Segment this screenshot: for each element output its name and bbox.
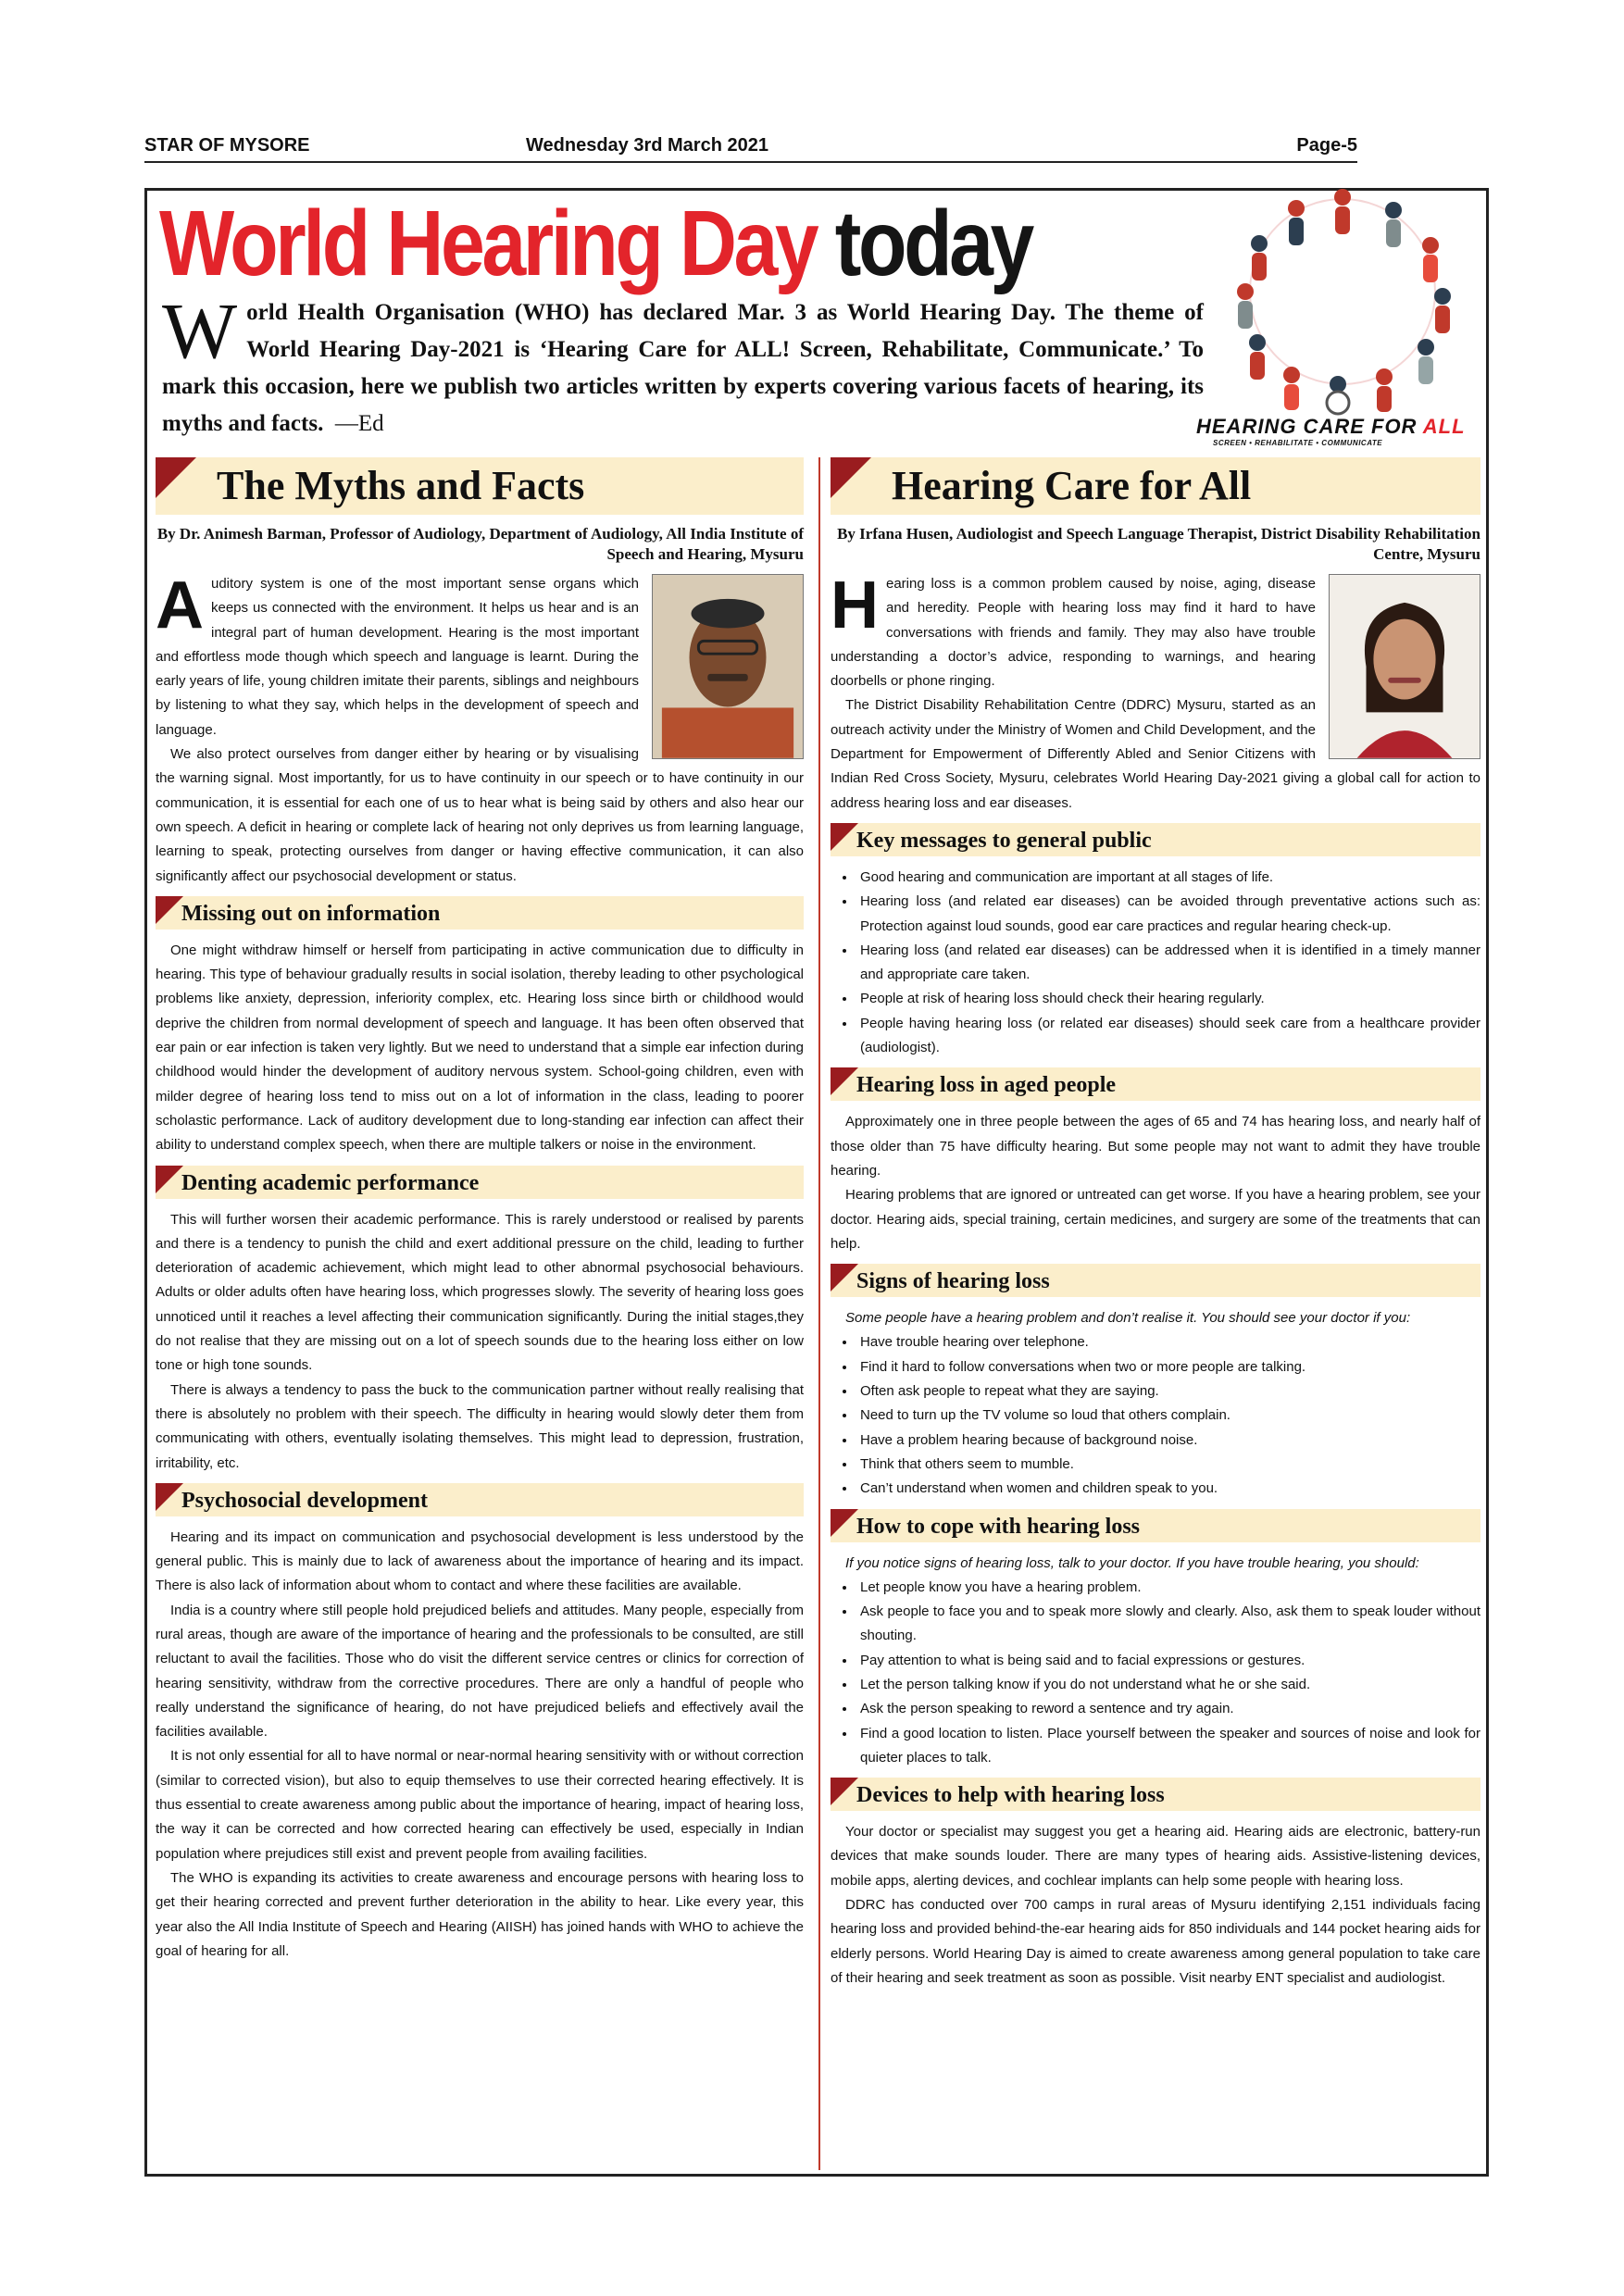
intro-paragraph bbox=[162, 286, 1204, 443]
list-item: • People having hearing loss (or related ear diseases) should seek care from a healthcare provider (audiologist). bbox=[856, 1012, 1480, 1061]
subheading-bar bbox=[156, 1166, 804, 1199]
article-byline: By Dr. Animesh Barman, Professor of Audiology, Department of Audiology, All India Institute of Speech and Hearing, Mysuru bbox=[156, 525, 804, 563]
list-item: • Often ask people to repeat what they are saying. bbox=[856, 1379, 1480, 1404]
corner-triangle-icon bbox=[156, 896, 183, 924]
paragraph: uditory system is one of the most important sense organs which keeps us connected with the environment. It helps us hear and is an integral part of human development. Hearing is the most important and effortless mode though which speech and language is learnt. During the early years of life, young children imitate their parents, siblings and neighbours by listening to what they say, which helps in the development of speech and language. bbox=[156, 576, 639, 738]
subheading: How to cope with hearing loss bbox=[856, 1514, 1140, 1539]
headline-black: today bbox=[834, 192, 1031, 295]
paragraph: Hearing problems that are ignored or untreated can get worse. If you have a hearing problem, see your doctor. Hearing aids, special training, certain medicines, and surgery are some of the treatments that can help. bbox=[831, 1187, 1480, 1252]
paragraph: We also protect ourselves from danger either by hearing or by visualising the warning signal. Most importantly, for us to have continuity in our speech or to have continuity in our communication, it is essential for each one of us to hear what is being said by others and also hear our own speech. A deficit in hearing or complete lack of hearing not only deprives us from learning language, learning to speak, protecting ourselves from danger or having effective communication, it can also significantly affect our psychosocial development or status. bbox=[156, 746, 804, 884]
subheading-bar bbox=[156, 1483, 804, 1516]
logo-tagline: SCREEN • REHABILITATE • COMMUNICATE bbox=[1213, 439, 1383, 447]
article-dropcap: A bbox=[156, 568, 204, 643]
page-number: Page-5 bbox=[1296, 135, 1357, 156]
corner-triangle-icon bbox=[831, 1264, 858, 1292]
logo-accent: ALL bbox=[1422, 415, 1466, 438]
article-myths-and-facts bbox=[156, 457, 804, 1964]
list-item: • Find a good location to listen. Place yourself between the speaker and sources of noise and look for quieter places to talk. bbox=[856, 1722, 1480, 1771]
people-circle-icon bbox=[1204, 171, 1481, 421]
list-item: • Can’t understand when women and children speak to you. bbox=[856, 1477, 1480, 1501]
corner-triangle-icon bbox=[156, 1166, 183, 1193]
headline bbox=[159, 193, 1031, 294]
paragraph: Your doctor or specialist may suggest you get a hearing aid. Hearing aids are electronic, battery-run devices that make sounds louder. There are many types of hearing aids. Assistive-listening devices, mobile apps, alerting devices, and cochlear implants can help some people with hearing loss. bbox=[831, 1824, 1480, 1889]
subheading-bar bbox=[831, 1067, 1480, 1101]
list-item: • Think that others seem to mumble. bbox=[856, 1453, 1480, 1477]
subheading: Missing out on information bbox=[181, 901, 441, 926]
intro-dropcap: W bbox=[162, 286, 238, 375]
list-item: • Good hearing and communication are important at all stages of life. bbox=[856, 866, 1480, 890]
subheading: Signs of hearing loss bbox=[856, 1269, 1050, 1294]
headline-red: World Hearing Day bbox=[159, 192, 817, 295]
list-item: • Hearing loss (and related ear diseases) can be addressed when it is identified in a timely manner and appropriate care taken. bbox=[856, 939, 1480, 988]
paragraph: The District Disability Rehabilitation Centre (DDRC) Mysuru, started as an outreach activity under the Ministry of Women and Child Development, and the Department for Empowerment of Differently Abled and Senior Citizens with Indian Red Cross Society, Mysuru, celebrates World Hearing Day-2021 giving a global call for action to address hearing loss and ear diseases. bbox=[831, 697, 1480, 811]
paragraph: The WHO is expanding its activities to create awareness and encourage persons with hearing loss to get their hearing corrected and prevent further deterioration in the ability to hear. Like every year, this year also the All India Institute of Speech and Hearing (AIISH) has joined hands with WHO to achieve the goal of hearing for all. bbox=[156, 1869, 804, 1959]
article-title-bar bbox=[156, 457, 804, 515]
list-item: • Find it hard to follow conversations when two or more people are talking. bbox=[856, 1355, 1480, 1379]
paragraph: earing loss is a common problem caused by noise, aging, disease and heredity. People with hearing loss may find it hard to have conversations with friends and family. They may also have trouble understanding a doctor’s advice, responding to warnings, and hearing doorbells or phone ringing. bbox=[831, 576, 1316, 690]
list-item: • Ask people to face you and to speak more slowly and clearly. Also, ask them to speak louder without shouting. bbox=[856, 1600, 1480, 1649]
list-item: • Have a problem hearing because of background noise. bbox=[856, 1429, 1480, 1453]
list-item: • Let people know you have a hearing problem. bbox=[856, 1576, 1480, 1600]
subheading: Devices to help with hearing loss bbox=[856, 1783, 1165, 1808]
article-title: The Myths and Facts bbox=[217, 463, 585, 508]
masthead bbox=[144, 135, 1357, 163]
list-item: • Have trouble hearing over telephone. bbox=[856, 1330, 1480, 1354]
subheading-bar bbox=[831, 823, 1480, 856]
paper-name: STAR OF MYSORE bbox=[144, 135, 310, 156]
list-item: • Let the person talking know if you do not understand what he or she said. bbox=[856, 1673, 1480, 1697]
subheading-bar bbox=[831, 1509, 1480, 1542]
list-item: • Pay attention to what is being said and to facial expressions or gestures. bbox=[856, 1649, 1480, 1673]
logo-main: HEARING CARE FOR bbox=[1196, 415, 1418, 438]
paragraph: Some people have a hearing problem and don’t realise it. You should see your doctor if you: bbox=[845, 1310, 1411, 1327]
list-item: • Need to turn up the TV volume so loud that others complain. bbox=[856, 1404, 1480, 1428]
subheading-bar bbox=[156, 896, 804, 930]
subheading: Psychosocial development bbox=[181, 1488, 428, 1513]
paragraph: Approximately one in three people between the ages of 65 and 74 has hearing loss, and nearly half of those older than 75 have difficulty hearing. But some people may not want to admit they have trouble hearing. bbox=[831, 1114, 1480, 1179]
corner-triangle-icon bbox=[831, 1067, 858, 1095]
article-body bbox=[156, 568, 804, 1964]
paragraph: There is always a tendency to pass the buck to the communication partner without really realising that there is absolutely no problem with their speech. The difficulty in hearing would slowly deter them from communicating with others, eventually isolating themselves. This might lead to depression, frustration, irritability, etc. bbox=[156, 1381, 804, 1471]
bullet-list bbox=[831, 1576, 1480, 1770]
article-dropcap: H bbox=[831, 568, 879, 643]
column-divider bbox=[818, 457, 820, 2170]
subheading: Hearing loss in aged people bbox=[856, 1073, 1117, 1098]
intro-signoff: —Ed bbox=[334, 411, 384, 436]
bullet-list bbox=[831, 866, 1480, 1060]
corner-triangle-icon bbox=[831, 1778, 858, 1805]
subheading-bar bbox=[831, 1778, 1480, 1811]
paragraph: This will further worsen their academic performance. This is rarely understood or realised by parents and there is a tendency to punish the child and exert additional pressure on the child, leading to further deterioration of academic achievement, which might lead to other abnormal psychosocial behaviours. Adults or older adults often have hearing loss, which progresses slowly. The severity of hearing loss goes unnoticed until it reaches a level affecting their communication significantly. During the initial stages,they do not realise that they are missing out on a lot of speech sounds due to the hearing loss either on low tone or high tone sounds. bbox=[156, 1211, 804, 1374]
list-item: • Ask the person speaking to reword a sentence and try again. bbox=[856, 1697, 1480, 1721]
paragraph: DDRC has conducted over 700 camps in rural areas of Mysuru identifying 2,151 individuals facing hearing loss and provided behind-the-ear hearing aids for 850 individuals and 144 pocket hearing aids for elderly persons. World Hearing Day is aimed to create awareness among general population to take care of their hearing and seek treatment as soon as possible. Visit nearby ENT specialist and audiologist. bbox=[831, 1897, 1480, 1986]
article-title: Hearing Care for All bbox=[892, 463, 1252, 508]
issue-date: Wednesday 3rd March 2021 bbox=[526, 135, 768, 156]
subheading-bar bbox=[831, 1264, 1480, 1297]
corner-triangle-icon bbox=[156, 457, 196, 498]
paragraph: It is not only essential for all to have normal or near-normal hearing sensitivity with or without correction (similar to corrected vision), but also to equip themselves to use their corrected hearing effectively. It is thus essential to create awareness among public about the importance of hearing, impact of hearing loss, the way it can be corrected and how corrected hearing can effectively be used, especially in Indian population where prejudices still exist and prevent people from availing facilities. bbox=[156, 1748, 804, 1862]
article-byline: By Irfana Husen, Audiologist and Speech Language Therapist, District Disability Rehabilitation Centre, Mysuru bbox=[837, 525, 1480, 563]
corner-triangle-icon bbox=[156, 1483, 183, 1511]
hearing-care-logo bbox=[1196, 415, 1466, 439]
paragraph: Hearing and its impact on communication and psychosocial development is less understood by the general public. This is mainly due to lack of awareness about the importance of hearing and its impact. There is also lack of information about whom to contact and where these facilities are available. bbox=[156, 1529, 804, 1594]
article-body bbox=[831, 568, 1480, 1990]
article-title-bar bbox=[831, 457, 1480, 515]
corner-triangle-icon bbox=[831, 457, 871, 498]
hearing-care-illustration bbox=[1204, 171, 1481, 449]
subheading: Denting academic performance bbox=[181, 1170, 480, 1195]
list-item: • Hearing loss (and related ear diseases) can be avoided through preventative actions such as: Protection against loud sounds, good ear care practices and regular hearing check-up. bbox=[856, 890, 1480, 939]
corner-triangle-icon bbox=[831, 1509, 858, 1537]
list-item: • People at risk of hearing loss should check their hearing regularly. bbox=[856, 987, 1480, 1011]
intro-text: orld Health Organisation (WHO) has declared Mar. 3 as World Hearing Day. The theme of World Hearing Day-2021 is ‘Hearing Care for ALL! Screen, Rehabilitate, Communicate.’ To mark this occasion, here we publish two articles written by experts covering various facets of hearing, its myths and facts. bbox=[162, 300, 1204, 436]
article-hearing-care-for-all bbox=[831, 457, 1480, 1990]
author-photo-man bbox=[652, 574, 804, 759]
paragraph: If you notice signs of hearing loss, talk to your doctor. If you have trouble hearing, you should: bbox=[845, 1554, 1419, 1571]
bullet-list bbox=[831, 1330, 1480, 1501]
corner-triangle-icon bbox=[831, 823, 858, 851]
subheading: Key messages to general public bbox=[856, 828, 1152, 853]
paragraph: India is a country where still people hold prejudiced beliefs and attitudes. Many people, especially from rural areas, though are aware of the importance of hearing and the professionals to be consulted, are still reluctant to avail the facilities. Those who do visit the different service centres or clinics for correction of hearing sensitivity, withdraw from the corrective procedures. There are only a handful of people who really understand the significance of hearing, do not have prejudiced beliefs and effectively avail the facilities available. bbox=[156, 1602, 804, 1741]
author-photo-woman bbox=[1329, 574, 1480, 759]
paragraph: One might withdraw himself or herself from participating in active communication due to difficulty in hearing. This type of behaviour gradually results in social isolation, thereby leading to other psychological problems like anxiety, depression, inferiority complex, etc. Hearing loss since birth or childhood would deprive the children from normal development of speech and language. It has been often observed that ear pain or ear infection is taken very lightly. But we need to understand that a simple ear infection during childhood would hinder the development of auditory nervous system. School-going children, even with milder degree of hearing loss tend to miss out on a lot of information in the class, leading to poorer scholastic performance. Lack of auditory development due to long-standing ear infection can affect their ability to understand complex speech, when there are multiple talkers or noise in the environment. bbox=[156, 942, 804, 1154]
